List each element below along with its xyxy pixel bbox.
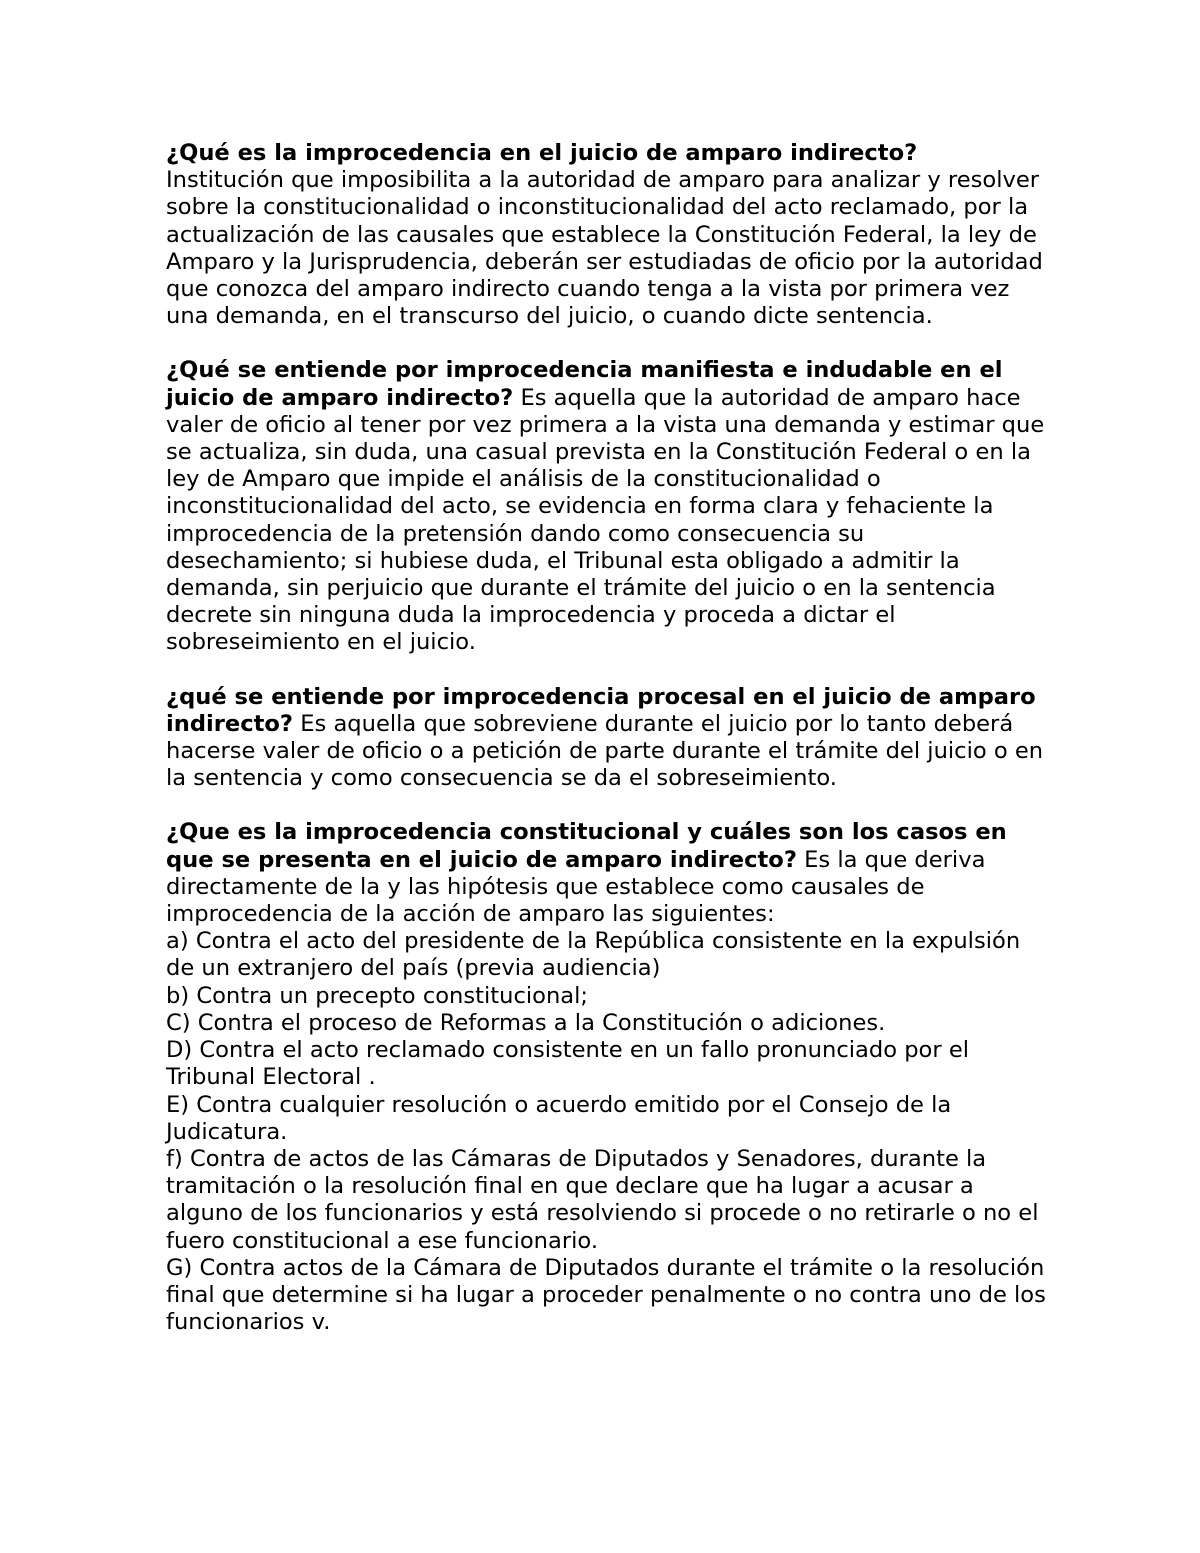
section-4 — [166, 819, 1046, 1336]
section-answer: Es aquella que la autoridad de amparo hace valer de oficio al tener por vez primera a la vista una demanda y estimar que se actualiza, sin duda, una casual prevista en la Constitución Federal o en la ley de Amparo que impide el análisis de la constitucionalidad o inconstitucionalidad del acto, se evidencia en forma clara y fehaciente la improcedencia de la pretensión dando como consecuencia su desechamiento; si hubiese duda, el Tribunal esta obligado a admitir la demanda, sin perjuicio que durante el trámite del juicio o en la sentencia decrete sin ninguna duda la improcedencia y proceda a dictar el sobreseimiento en el juicio. — [166, 384, 1045, 656]
list-item: b) Contra un precepto constitucional; — [166, 982, 589, 1009]
list-item: E) Contra cualquier resolución o acuerdo emitido por el Consejo de la Judicatura. — [166, 1091, 952, 1145]
section-answer: Institución que imposibilita a la autoridad de amparo para analizar y resolver sobre la constitucionalidad o inconstitucionalidad del acto reclamado, por la actualización de las causales que establece la Constitución Federal, la ley de Amparo y la Jurisprudencia, deberán ser estudiadas de oficio por la autoridad que conozca del amparo indirecto cuando tenga a la vista por primera vez una demanda, en el transcurso del juicio, o cuando dicte sentencia. — [166, 167, 1043, 330]
section-question: ¿Qué es la improcedencia en el juicio de amparo indirecto? — [166, 140, 918, 166]
section-2 — [166, 357, 1046, 656]
list-item: f) Contra de actos de las Cámaras de Diputados y Senadores, durante la tramitación o la resolución final en que declare que ha lugar a acusar a alguno de los funcionarios y está resolviendo si procede o no retirarle o no el fuero constitucional a ese funcionario. — [166, 1145, 1039, 1254]
list-item: C) Contra el proceso de Reformas a la Constitución o adiciones. — [166, 1009, 886, 1036]
section-answer: Es la que deriva directamente de la y las hipótesis que establece como causales de improcedencia de la acción de amparo las siguientes: — [166, 846, 986, 928]
section-question: ¿Que es la improcedencia constitucional y cuáles son los casos en que se presenta en el juicio de amparo indirecto? — [166, 819, 1007, 873]
section-answer: Es aquella que sobreviene durante el juicio por lo tanto deberá hacerse valer de oficio o a petición de parte durante el trámite del juicio o en la sentencia y como consecuencia se da el sobreseimiento. — [166, 710, 1044, 792]
list-item: G) Contra actos de la Cámara de Diputados durante el trámite o la resolución final que determine si ha lugar a proceder penalmente o no contra uno de los funcionarios v. — [166, 1254, 1046, 1336]
section-1 — [166, 140, 1046, 330]
list-item: D) Contra el acto reclamado consistente en un fallo pronunciado por el Tribunal Electoral . — [166, 1037, 970, 1091]
list-item: a) Contra el acto del presidente de la República consistente en la expulsión de un extranjero del país (previa audiencia) — [166, 928, 1021, 982]
section-3 — [166, 684, 1046, 793]
section-question: ¿qué se entiende por improcedencia procesal en el juicio de amparo indirecto? — [166, 683, 1036, 737]
document-page — [166, 140, 1046, 1363]
section-question: ¿Qué se entiende por improcedencia manifiesta e indudable en el juicio de amparo indirecto? — [166, 357, 1003, 411]
